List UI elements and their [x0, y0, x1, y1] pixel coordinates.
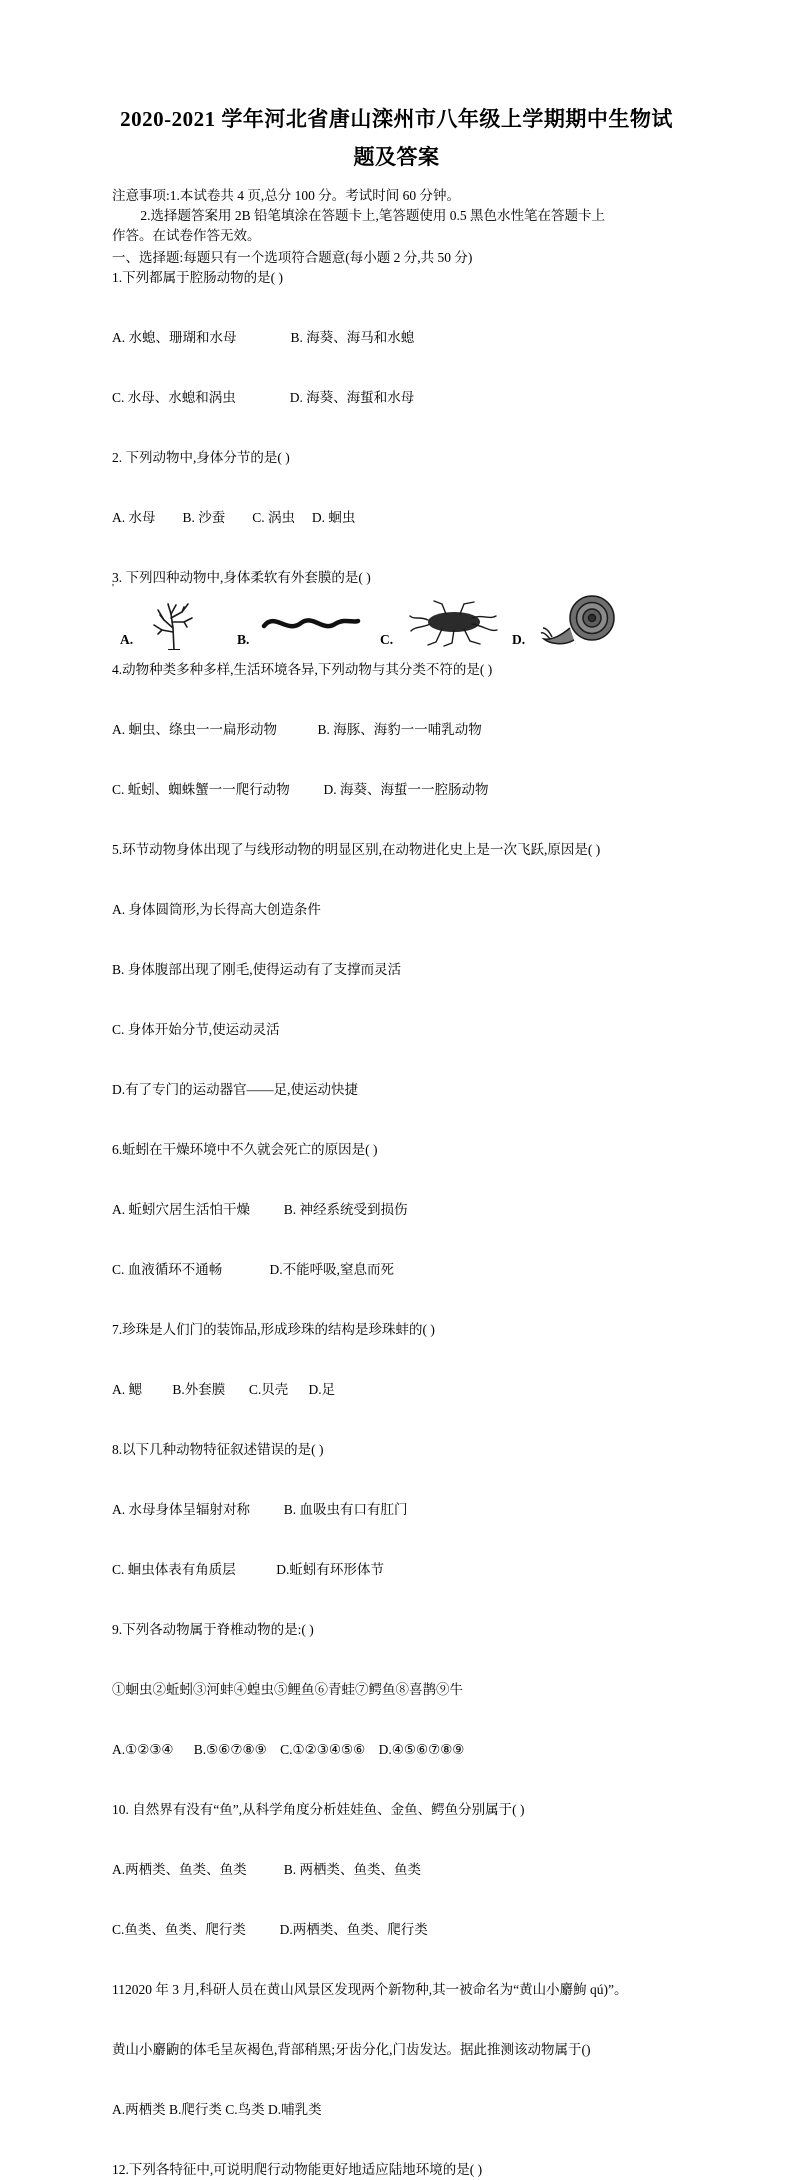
question-2-option-row-1[interactable]: A. 水母 B. 沙蚕 C. 涡虫 D. 蛔虫	[112, 510, 356, 525]
question-11-stem: 112020 年 3 月,科研人员在黄山风景区发现两个新物种,其一被命名为“黄山小麝鮈 qú)”。	[112, 1982, 628, 1997]
question-10-option-row-2[interactable]: C.鱼类、鱼类、爬行类 D.两栖类、鱼类、爬行类	[112, 1922, 428, 1937]
question-5-option-row-4[interactable]: D.有了专门的运动器官——足,使运动快捷	[112, 1082, 358, 1097]
question-4-option-row-2[interactable]: C. 蚯蚓、蜘蛛蟹一一爬行动物 D. 海葵、海蜇一一腔肠动物	[112, 782, 489, 797]
question-4-options	[112, 680, 681, 840]
question-9-options	[112, 1640, 681, 1800]
question-5-stem: 5.环节动物身体出现了与线形动物的明显区别,在动物进化史上是一次飞跃,原因是( )	[112, 842, 601, 857]
question-1-options	[112, 288, 681, 448]
question-8-option-row-1[interactable]: A. 水母身体呈辐射对称 B. 血吸虫有口有肛门	[112, 1502, 408, 1517]
question-5-option-row-2[interactable]: B. 身体腹部出现了刚毛,使得运动有了支撑而灵活	[112, 962, 402, 977]
question-4-option-row-1[interactable]: A. 蛔虫、绦虫一一扁形动物 B. 海豚、海豹一一哺乳动物	[112, 722, 482, 737]
snail-icon	[540, 592, 626, 654]
page-title-line-1: 2020-2021 学年河北省唐山滦州市八年级上学期期中生物试	[120, 107, 673, 131]
question-7-options	[112, 1340, 681, 1440]
question-5-option-row-3[interactable]: C. 身体开始分节,使运动灵活	[112, 1022, 280, 1037]
figure-option-d-label: D.	[512, 632, 526, 647]
page-title-line-2: 题及答案	[353, 145, 440, 169]
page-title	[112, 100, 681, 176]
question-10-option-row-1[interactable]: A.两栖类、鱼类、鱼类 B. 两栖类、鱼类、鱼类	[112, 1862, 422, 1877]
question-6-stem: 6.蚯蚓在干燥环境中不久就会死亡的原因是( )	[112, 1142, 378, 1157]
question-9-option-row-1[interactable]: A.①②③④ B.⑤⑥⑦⑧⑨ C.①②③④⑤⑥ D.④⑤⑥⑦⑧⑨	[112, 1742, 465, 1757]
figure-option-c	[380, 592, 520, 654]
question-9-stem: 9.下列各动物属于脊椎动物的是:( )	[112, 1622, 314, 1637]
question-6-options	[112, 1160, 681, 1320]
question-8-stem: 8.以下几种动物特征叙述错误的是( )	[112, 1442, 324, 1457]
question-12-stem: 12.下列各特征中,可说明爬行动物能更好地适应陆地环境的是( )	[112, 2162, 483, 2177]
question-3-figure-row	[112, 582, 681, 654]
question-6-option-row-1[interactable]: A. 蚯蚓穴居生活怕干燥 B. 神经系统受到损伤	[112, 1202, 408, 1217]
question-9-item-list: ①蛔虫②蚯蚓③河蚌④蝗虫⑤鲤鱼⑥青蛙⑦鳄鱼⑧喜鹊⑨牛	[112, 1682, 463, 1697]
question-1-option-row-1[interactable]: A. 水螅、珊瑚和水母 B. 海葵、海马和水螅	[112, 330, 415, 345]
question-10-options	[112, 1820, 681, 1980]
figure-row-tick-mark: '	[112, 582, 114, 594]
worm-icon	[261, 610, 361, 640]
figure-option-b	[237, 592, 367, 654]
figure-option-a-label: A.	[120, 632, 134, 647]
question-2-options	[112, 468, 681, 568]
notice-line-3: 作答。在试卷作答无效。	[112, 228, 261, 243]
question-8-options	[112, 1460, 681, 1620]
question-11-stem-continued: 黄山小麝鼩的体毛呈灰褐色,背部稍黑;牙齿分化,门齿发达。据此推测该动物属于()	[112, 2042, 591, 2057]
exam-notice	[112, 186, 681, 246]
question-4-stem: 4.动物种类多种多样,生活环境各异,下列动物与其分类不符的是( )	[112, 662, 493, 677]
question-3-stem: 3. 下列四种动物中,身体柔软有外套膜的是( )	[112, 570, 371, 585]
question-10-stem: 10. 自然界有没有“鱼”,从科学角度分析娃娃鱼、金鱼、鳄鱼分别属于( )	[112, 1802, 525, 1817]
question-1-option-row-2[interactable]: C. 水母、水螅和涡虫 D. 海葵、海蜇和水母	[112, 390, 415, 405]
figure-option-c-label: C.	[380, 632, 394, 647]
question-8-option-row-2[interactable]: C. 蛔虫体表有角质层 D.蚯蚓有环形体节	[112, 1562, 384, 1577]
question-5-options	[112, 860, 681, 1140]
section-heading-multiple-choice: 一、选择题:每题只有一个选项符合题意(每小题 2 分,共 50 分)	[112, 250, 473, 265]
question-7-stem: 7.珍珠是人们门的装饰品,形成珍珠的结构是珍珠蚌的( )	[112, 1322, 435, 1337]
figure-option-d	[512, 592, 652, 654]
question-5-option-row-1[interactable]: A. 身体圆筒形,为长得高大创造条件	[112, 902, 321, 917]
notice-line-2: 2.选择题答案用 2B 铅笔填涂在答题卡上,笔答题使用 0.5 黑色水性笔在答题卡上	[140, 208, 605, 223]
question-1-stem: 1.下列都属于腔肠动物的是( )	[112, 270, 283, 285]
question-2-stem: 2. 下列动物中,身体分节的是( )	[112, 450, 290, 465]
figure-option-b-label: B.	[237, 632, 250, 647]
figure-option-a	[120, 592, 220, 654]
question-7-option-row-1[interactable]: A. 鳃 B.外套膜 C.贝壳 D.足	[112, 1382, 336, 1397]
question-6-option-row-2[interactable]: C. 血液循环不通畅 D.不能呼吸,窒息而死	[112, 1262, 395, 1277]
question-11-options	[112, 2000, 681, 2160]
question-11-option-row-1[interactable]: A.两栖类 B.爬行类 C.鸟类 D.哺乳类	[112, 2102, 322, 2117]
insect-icon	[402, 598, 502, 652]
notice-line-1: 注意事项:1.本试卷共 4 页,总分 100 分。考试时间 60 分钟。	[112, 188, 461, 203]
branching-coral-icon	[138, 598, 210, 654]
